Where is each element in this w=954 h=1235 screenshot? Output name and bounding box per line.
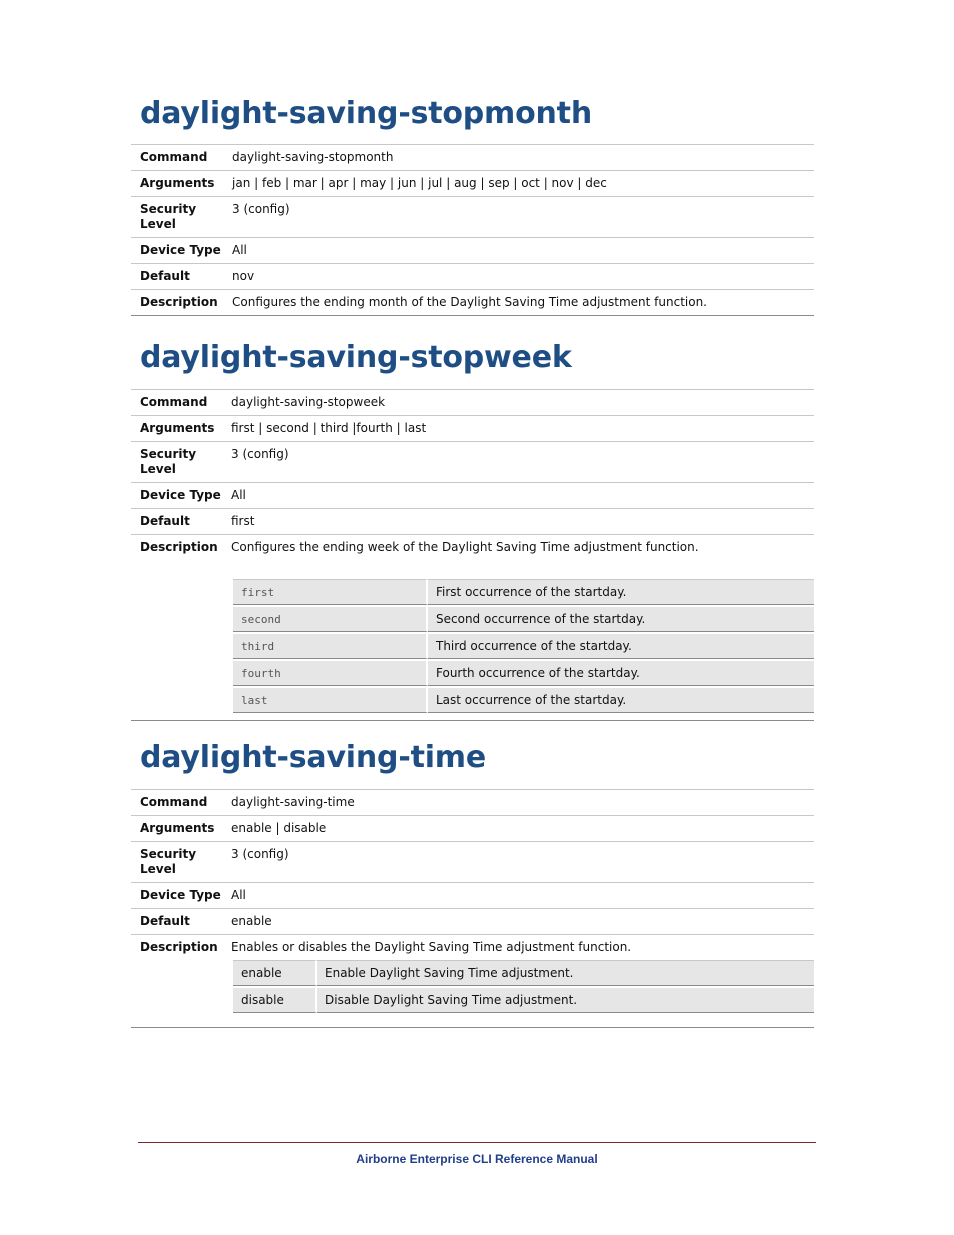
row-label: Command: [131, 145, 232, 171]
table-row: [131, 416, 814, 442]
option-desc: Last occurrence of the startday.: [428, 688, 814, 713]
option-key: third: [233, 634, 428, 659]
section-heading: daylight-saving-stopweek: [140, 340, 572, 375]
command-table: [131, 389, 814, 721]
row-label: Arguments: [131, 171, 232, 197]
option-row: [233, 960, 814, 986]
option-row: [233, 607, 814, 632]
option-desc: Disable Daylight Saving Time adjustment.: [317, 988, 814, 1013]
table-row: [131, 935, 814, 1028]
option-key: enable: [233, 960, 317, 986]
table-row: [131, 483, 814, 509]
options-table: [233, 577, 814, 715]
table-row: [131, 842, 814, 883]
section-heading: daylight-saving-stopmonth: [140, 96, 592, 131]
row-value: daylight-saving-stopweek: [231, 390, 814, 416]
option-key: first: [233, 579, 428, 605]
table-row: [131, 264, 814, 290]
row-label: Description: [131, 290, 232, 316]
table-row: [131, 171, 814, 197]
row-label: Description: [131, 935, 231, 1028]
row-label: Arguments: [131, 416, 231, 442]
row-label: Default: [131, 264, 232, 290]
row-label: Device Type: [131, 883, 231, 909]
row-value: All: [232, 238, 814, 264]
command-table: [131, 144, 814, 316]
row-value: 3 (config): [232, 197, 814, 238]
table-row: [131, 442, 814, 483]
option-desc: First occurrence of the startday.: [428, 579, 814, 605]
footer-title: Airborne Enterprise CLI Reference Manual: [356, 1152, 598, 1166]
table-row: [131, 509, 814, 535]
table-row: [131, 909, 814, 935]
row-value: 3 (config): [231, 842, 814, 883]
row-value: [231, 935, 814, 1028]
option-desc: Enable Daylight Saving Time adjustment.: [317, 960, 814, 986]
option-row: [233, 688, 814, 713]
row-value: enable | disable: [231, 816, 814, 842]
row-value: All: [231, 483, 814, 509]
row-label: Command: [131, 790, 231, 816]
option-desc: Second occurrence of the startday.: [428, 607, 814, 632]
row-label: Security Level: [131, 842, 231, 883]
row-value: 3 (config): [231, 442, 814, 483]
row-label: Description: [131, 535, 231, 721]
option-key: disable: [233, 988, 317, 1013]
option-desc: Third occurrence of the startday.: [428, 634, 814, 659]
table-row: [131, 145, 814, 171]
row-label: Default: [131, 509, 231, 535]
command-section-stopmonth: [131, 96, 814, 316]
command-table: [131, 789, 814, 1028]
table-row: [131, 790, 814, 816]
option-key: fourth: [233, 661, 428, 686]
option-row: [233, 579, 814, 605]
row-value: enable: [231, 909, 814, 935]
table-row: [131, 816, 814, 842]
option-key: last: [233, 688, 428, 713]
table-row: [131, 535, 814, 721]
row-value: Configures the ending month of the Daylight Saving Time adjustment function.: [232, 290, 814, 316]
row-label: Security Level: [131, 197, 232, 238]
table-row: [131, 197, 814, 238]
option-row: [233, 634, 814, 659]
table-row: [131, 290, 814, 316]
command-section-stopweek: [131, 340, 814, 721]
options-table: [233, 958, 814, 1015]
table-row: [131, 883, 814, 909]
command-section-time: [131, 740, 814, 1028]
row-value: [231, 535, 814, 721]
option-row: [233, 661, 814, 686]
row-value: nov: [232, 264, 814, 290]
row-label: Arguments: [131, 816, 231, 842]
table-row: [131, 390, 814, 416]
row-value: first: [231, 509, 814, 535]
footer-divider: [138, 1142, 816, 1143]
row-label: Device Type: [131, 483, 231, 509]
section-heading: daylight-saving-time: [140, 740, 486, 775]
row-value: daylight-saving-stopmonth: [232, 145, 814, 171]
row-value: first | second | third |fourth | last: [231, 416, 814, 442]
description-text: Configures the ending week of the Daylight Saving Time adjustment function.: [231, 540, 699, 554]
description-text: Enables or disables the Daylight Saving Time adjustment function.: [231, 940, 632, 954]
option-key: second: [233, 607, 428, 632]
row-label: Command: [131, 390, 231, 416]
table-row: [131, 238, 814, 264]
row-value: daylight-saving-time: [231, 790, 814, 816]
option-row: [233, 988, 814, 1013]
row-label: Device Type: [131, 238, 232, 264]
option-desc: Fourth occurrence of the startday.: [428, 661, 814, 686]
row-value: jan | feb | mar | apr | may | jun | jul | aug | sep | oct | nov | dec: [232, 171, 814, 197]
row-value: All: [231, 883, 814, 909]
row-label: Default: [131, 909, 231, 935]
row-label: Security Level: [131, 442, 231, 483]
